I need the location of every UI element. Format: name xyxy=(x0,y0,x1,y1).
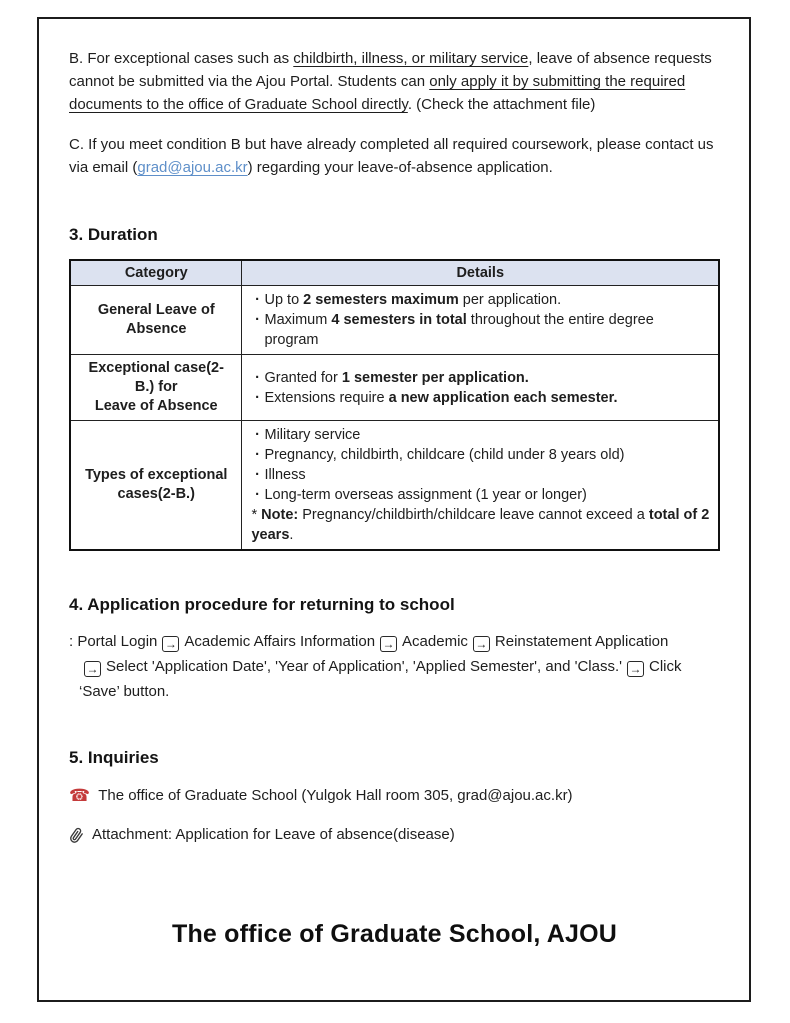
procedure-line-1 xyxy=(69,629,720,654)
document-page xyxy=(37,17,751,1002)
category-line: Exceptional case(2-B.) for xyxy=(88,360,224,395)
detail-bullet xyxy=(250,388,710,408)
category-cell xyxy=(70,355,242,421)
text-segment: . (Check the attachment file) xyxy=(407,96,596,113)
detail-bullet xyxy=(250,465,710,485)
email-link[interactable]: grad@ajou.ac.kr xyxy=(137,159,248,176)
bullet-dot-icon: · xyxy=(255,292,260,308)
details-cell xyxy=(242,355,719,421)
category-cell xyxy=(70,286,242,355)
arrow-step-icon: → xyxy=(627,661,644,677)
bullet-dot-icon: · xyxy=(255,427,260,443)
category-line: General Leave of Absence xyxy=(97,302,215,337)
detail-bullet xyxy=(250,425,710,445)
bullet-text: Pregnancy, childbirth, childcare (child under 8 years old) xyxy=(264,447,625,463)
column-header-category: Category xyxy=(70,260,242,286)
category-cell xyxy=(70,421,242,551)
text-segment: Academic xyxy=(402,633,468,650)
underlined-text: only apply it by submitting the required documents to the office of Graduate School directly xyxy=(69,73,686,113)
paragraph-b xyxy=(69,47,720,116)
table-note: * Note: Pregnancy/childbirth/childcare leave cannot exceed a total of 2 years. xyxy=(251,507,710,543)
inquiry-attachment-line xyxy=(69,824,720,846)
section-inquiries-heading: 5. Inquiries xyxy=(69,748,159,767)
text-segment: Reinstatement Application xyxy=(494,633,669,650)
text-segment: : Portal Login xyxy=(69,633,158,650)
category-line: Types of exceptional xyxy=(85,467,228,483)
bullet-dot-icon: · xyxy=(255,447,260,463)
bullet-dot-icon: · xyxy=(255,389,260,406)
underlined-text: childbirth, illness, or military service xyxy=(293,50,529,67)
paperclip-icon xyxy=(69,828,84,843)
table-row xyxy=(70,355,719,421)
detail-bullet xyxy=(250,310,710,350)
bullet-text: Long-term overseas assignment (1 year or longer) xyxy=(264,487,587,503)
telephone-icon: ☎ xyxy=(69,786,91,805)
section-duration-heading: 3. Duration xyxy=(69,225,158,244)
arrow-step-icon: → xyxy=(84,661,101,677)
section-return-procedure-heading: 4. Application procedure for returning to school xyxy=(69,595,455,614)
bullet-text: Maximum 4 semesters in total throughout the entire degree program xyxy=(264,312,654,348)
text-segment: Academic Affairs Information xyxy=(184,633,376,650)
detail-bullet xyxy=(250,445,710,465)
table-header-row xyxy=(70,260,719,286)
detail-bullet xyxy=(250,368,710,388)
bullet-dot-icon: · xyxy=(255,312,260,328)
bullet-text: Extensions require a new application each semester. xyxy=(264,389,618,406)
arrow-step-icon: → xyxy=(162,636,179,652)
text-segment: ) regarding your leave-of-absence application. xyxy=(247,159,553,176)
paragraph-c xyxy=(69,133,720,179)
bullet-text: Up to 2 semesters maximum per application. xyxy=(264,292,562,308)
column-header-details: Details xyxy=(242,260,719,286)
duration-table xyxy=(69,259,720,551)
text-segment: Select 'Application Date', 'Year of Application', 'Applied Semester', and 'Class.' xyxy=(106,658,622,675)
detail-bullet xyxy=(250,485,710,505)
arrow-step-icon: → xyxy=(473,636,490,652)
category-line: cases(2-B.) xyxy=(117,486,195,502)
bullet-dot-icon: · xyxy=(255,487,260,503)
text-segment: , leave of absence requests cannot be submitted via the Ajou Portal. Students can xyxy=(69,50,712,90)
text-segment: C. If you meet condition B but have already completed all required coursework, please contact us via email ( xyxy=(69,136,714,176)
table-row xyxy=(70,286,719,355)
footer-office-title: The office of Graduate School, AJOU xyxy=(171,920,617,948)
text-segment: B. For exceptional cases such as xyxy=(69,50,294,67)
bullet-dot-icon: · xyxy=(255,467,260,483)
text-segment: Click ‘Save’ button. xyxy=(79,658,682,700)
arrow-step-icon: → xyxy=(380,636,397,652)
inquiry-attachment-text: Attachment: Application for Leave of absence(disease) xyxy=(92,826,455,843)
bullet-text: Granted for 1 semester per application. xyxy=(264,369,529,386)
bullet-text: Illness xyxy=(264,467,306,483)
procedure-line-2 xyxy=(69,654,720,704)
bullet-text: Military service xyxy=(264,427,361,443)
bullet-dot-icon: · xyxy=(255,369,260,386)
inquiry-phone-line xyxy=(69,785,720,807)
details-cell xyxy=(242,421,719,551)
details-cell xyxy=(242,286,719,355)
inquiry-phone-text: The office of Graduate School (Yulgok Hall room 305, grad@ajou.ac.kr) xyxy=(98,787,573,804)
detail-bullet xyxy=(250,290,710,310)
table-row xyxy=(70,421,719,551)
document-content xyxy=(39,19,749,949)
category-line: Leave of Absence xyxy=(94,398,218,414)
